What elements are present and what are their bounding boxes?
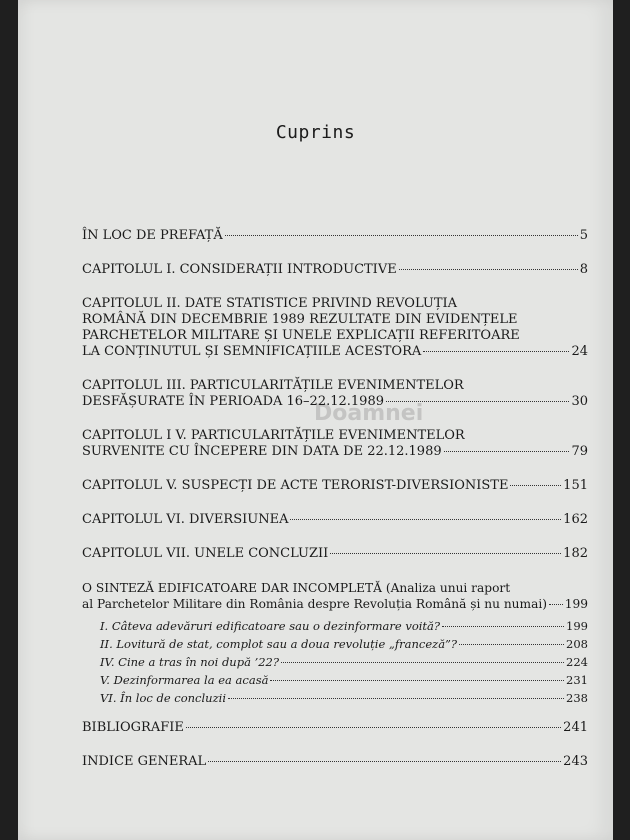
toc-subsections [82, 618, 588, 706]
page-title: Cuprins [275, 122, 356, 143]
toc-entry-chapter-3[interactable]: CAPITOLUL III. PARTICULARITĂȚILE EVENIMENTELOR DESFĂȘURATE ÎN PERIOADA 16–22.12.1989 30 [82, 378, 588, 409]
toc-entry-chapter-5[interactable]: CAPITOLUL V. SUSPECȚI DE ACTE TERORIST-DIVERSIONISTE 151 [82, 478, 588, 493]
toc-subentry[interactable]: IV. Cine a tras în noi după ’22? 224 [100, 655, 588, 669]
toc-entry-chapter-4[interactable]: CAPITOLUL I V. PARTICULARITĂȚILE EVENIMENTELOR SURVENITE CU ÎNCEPERE DIN DATA DE 22.12.1989 79 [82, 428, 588, 459]
toc-subentry[interactable]: II. Lovitură de stat, complot sau a doua revoluție „franceză”? 208 [100, 637, 588, 651]
toc-entry-chapter-7[interactable]: CAPITOLUL VII. UNELE CONCLUZII 182 [82, 546, 588, 561]
toc-entry-chapter-1[interactable]: CAPITOLUL I. CONSIDERAȚII INTRODUCTIVE 8 [82, 262, 588, 277]
toc-entry-index[interactable]: INDICE GENERAL 243 [82, 754, 588, 769]
book-page [18, 0, 613, 840]
toc-entry-chapter-2[interactable]: CAPITOLUL II. DATE STATISTICE PRIVIND REVOLUȚIA ROMÂNĂ DIN DECEMBRIE 1989 REZULTATE DIN EVIDENȚELE PARCHETELOR MILITARE ȘI UNELE EXPLICAȚII REFERITOARE LA CONȚINUTUL ȘI SEMNIFICAȚIILE ACESTORA 24 [82, 296, 588, 359]
table-of-contents [82, 228, 588, 788]
toc-entry-preface[interactable]: ÎN LOC DE PREFAȚĂ 5 [82, 228, 588, 243]
toc-entry-synthesis[interactable]: O SINTEZĂ EDIFICATOARE DAR INCOMPLETĂ (Analiza unui raport al Parchetelor Militare din România despre Revoluția Română și nu numai) 199 [82, 581, 588, 611]
toc-entry-chapter-6[interactable]: CAPITOLUL VI. DIVERSIUNEA 162 [82, 512, 588, 527]
toc-subentry[interactable]: V. Dezinformarea la ea acasă 231 [100, 673, 588, 687]
toc-subentry[interactable]: VI. În loc de concluzii 238 [100, 691, 588, 705]
watermark-logo: Doamnei [314, 401, 424, 426]
toc-entry-bibliography[interactable]: BIBLIOGRAFIE 241 [82, 720, 588, 735]
toc-subentry[interactable]: I. Câteva adevăruri edificatoare sau o dezinformare voită? 199 [100, 619, 588, 633]
